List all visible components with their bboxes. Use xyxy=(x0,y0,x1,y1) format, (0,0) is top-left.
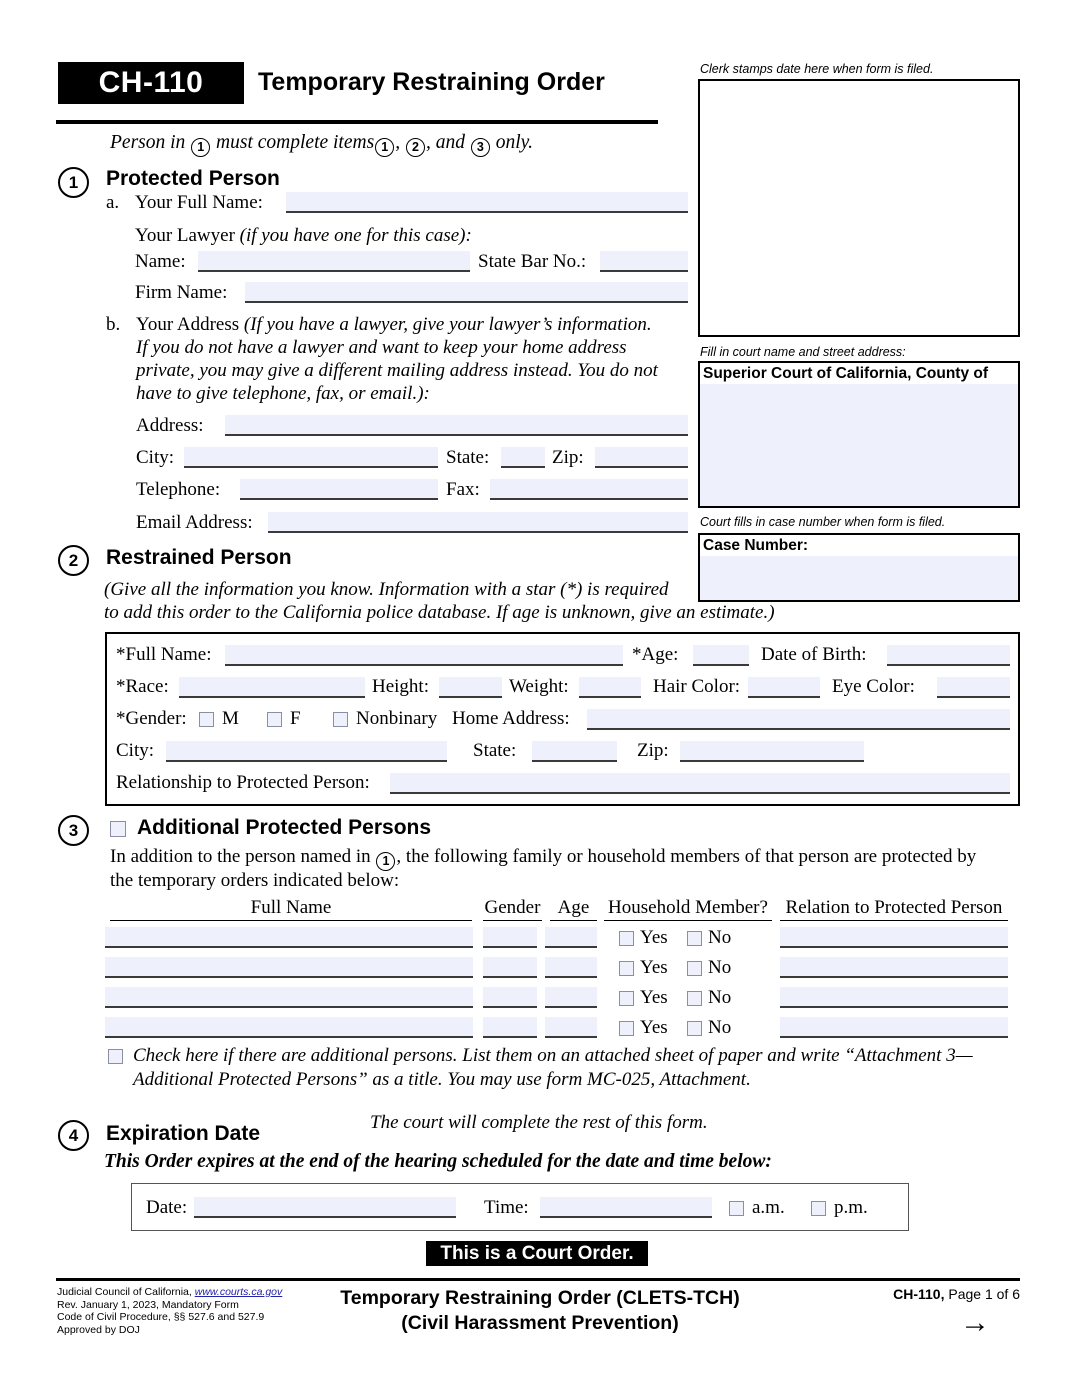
row1-gender-input[interactable] xyxy=(483,927,537,948)
row2-yes-label: Yes xyxy=(640,957,668,978)
intro-circle-1: 1 xyxy=(191,138,210,157)
telephone-label: Telephone: xyxy=(136,479,221,500)
footer-form-code: CH-110, xyxy=(893,1286,945,1302)
court-completes-note: The court will complete the rest of this form. xyxy=(370,1112,708,1133)
state-label: State: xyxy=(446,447,490,468)
gender-nonbinary-checkbox[interactable] xyxy=(333,712,348,727)
row2-gender-input[interactable] xyxy=(483,957,537,978)
intro-after: only. xyxy=(495,132,534,153)
restrained-relationship-input[interactable] xyxy=(390,773,1010,794)
section-3-intro-b: , the following family or household members of that person are protected by xyxy=(396,846,977,867)
city-label: City: xyxy=(136,447,175,468)
state-bar-input[interactable] xyxy=(600,251,688,272)
restrained-full-name-input[interactable] xyxy=(225,645,623,666)
row4-household-no-checkbox[interactable] xyxy=(687,1021,702,1036)
column-header-relation: Relation to Protected Person xyxy=(780,897,1008,921)
restrained-eye-input[interactable] xyxy=(937,677,1010,698)
address-label: Address: xyxy=(136,415,204,436)
row3-age-input[interactable] xyxy=(545,987,597,1008)
row1-relation-input[interactable] xyxy=(780,927,1008,948)
footer-page-info xyxy=(820,1286,1020,1302)
section-1-heading: Protected Person xyxy=(106,167,280,190)
footer-council-text: Judicial Council of California, xyxy=(57,1286,195,1298)
additional-persons-attachment-checkbox[interactable] xyxy=(108,1049,123,1064)
your-address-heading: Your Address xyxy=(136,314,240,335)
footer-line-3: Code of Civil Procedure, §§ 527.6 and 527.9 xyxy=(57,1311,265,1324)
state-input[interactable] xyxy=(501,447,545,468)
row4-full-name-input[interactable] xyxy=(105,1017,473,1038)
section-3-intro-line1 xyxy=(110,845,976,871)
email-label: Email Address: xyxy=(136,512,253,533)
gender-male-label: M xyxy=(222,708,239,729)
footer-title-line1: Temporary Restraining Order (CLETS-TCH) xyxy=(340,1287,740,1309)
row1-yes-label: Yes xyxy=(640,927,668,948)
section-3-intro-a: In addition to the person named in xyxy=(110,846,371,867)
row1-age-input[interactable] xyxy=(545,927,597,948)
gender-nonbinary-label: Nonbinary xyxy=(356,708,438,729)
row1-household-no-checkbox[interactable] xyxy=(687,931,702,946)
row2-relation-input[interactable] xyxy=(780,957,1008,978)
restrained-state-label: State: xyxy=(473,740,517,761)
intro-instruction: Person in 1 must complete items 1 , 2 , and 3 only. xyxy=(110,131,533,157)
intro-before: Person in xyxy=(110,132,186,153)
court-name-caption: Fill in court name and street address: xyxy=(700,345,906,359)
restrained-city-label: City: xyxy=(116,740,155,761)
pm-label: p.m. xyxy=(834,1197,868,1218)
expiration-statement: This Order expires at the end of the hearing scheduled for the date and time below: xyxy=(104,1151,772,1172)
row3-gender-input[interactable] xyxy=(483,987,537,1008)
row2-full-name-input[interactable] xyxy=(105,957,473,978)
expiration-date-label: Date: xyxy=(146,1197,188,1218)
restrained-zip-input[interactable] xyxy=(680,741,864,762)
form-code-badge: CH-110 xyxy=(58,62,244,104)
column-header-gender: Gender xyxy=(483,897,542,921)
address-note-line3: private, you may give a different mailing address instead. You do not xyxy=(136,360,658,381)
section-4-marker: 4 xyxy=(58,1120,89,1151)
restrained-race-input[interactable] xyxy=(179,677,365,698)
next-page-arrow-icon: → xyxy=(960,1306,990,1339)
section-2-heading: Restrained Person xyxy=(106,546,292,569)
section-2-note-line1: (Give all the information you know. Information with a star (*) is required xyxy=(104,579,669,600)
section-2-marker: 2 xyxy=(58,545,89,576)
lawyer-heading xyxy=(135,224,472,247)
case-number-caption: Court fills in case number when form is filed. xyxy=(700,515,946,529)
row4-age-input[interactable] xyxy=(545,1017,597,1038)
case-number-label: Case Number: xyxy=(700,535,1018,556)
intro-circle-1b: 1 xyxy=(375,138,394,157)
restrained-relationship-label: Relationship to Protected Person: xyxy=(116,772,370,793)
row3-household-no-checkbox[interactable] xyxy=(687,991,702,1006)
column-header-household-member: Household Member? xyxy=(604,897,772,921)
gender-male-checkbox[interactable] xyxy=(199,712,214,727)
clerk-stamp-box[interactable] xyxy=(698,79,1020,337)
expiration-time-label: Time: xyxy=(484,1197,529,1218)
intro-circle-3: 3 xyxy=(471,138,490,157)
gender-female-checkbox[interactable] xyxy=(267,712,282,727)
case-number-box[interactable] xyxy=(698,533,1020,602)
restrained-home-address-label: Home Address: xyxy=(452,708,570,729)
courts-website-link[interactable]: www.courts.ca.gov xyxy=(194,1286,283,1298)
restrained-city-input[interactable] xyxy=(166,741,447,762)
restrained-gender-label: *Gender: xyxy=(116,708,187,729)
footer-line-4: Approved by DOJ xyxy=(57,1323,140,1336)
intro-mid: must complete items xyxy=(216,132,375,153)
restrained-person-box xyxy=(105,632,1020,806)
footer-line-1 xyxy=(57,1286,282,1299)
row4-relation-input[interactable] xyxy=(780,1017,1008,1038)
address-input[interactable] xyxy=(225,415,688,436)
fax-input[interactable] xyxy=(490,479,688,500)
row1-full-name-input[interactable] xyxy=(105,927,473,948)
row3-relation-input[interactable] xyxy=(780,987,1008,1008)
restrained-height-label: Height: xyxy=(372,676,429,697)
footer-title-line2: (Civil Harassment Prevention) xyxy=(401,1312,679,1334)
restrained-race-label: *Race: xyxy=(116,676,169,697)
header-rule xyxy=(56,120,658,124)
attachment-note-line2: Additional Protected Persons” as a title. You may use form MC-025, Attachment. xyxy=(133,1069,751,1090)
fax-label: Fax: xyxy=(446,479,480,500)
restrained-dob-input[interactable] xyxy=(887,645,1010,666)
section-1-marker: 1 xyxy=(58,167,89,198)
footer-rule xyxy=(56,1278,1020,1281)
your-address-note xyxy=(136,313,696,336)
restrained-eye-label: Eye Color: xyxy=(832,676,915,697)
court-name-label: Superior Court of California, County of xyxy=(700,363,1018,384)
page-title: Temporary Restraining Order xyxy=(258,68,605,96)
lawyer-name-label: Name: xyxy=(135,251,186,272)
restrained-zip-label: Zip: xyxy=(637,740,669,761)
row2-household-no-checkbox[interactable] xyxy=(687,961,702,976)
restrained-state-input[interactable] xyxy=(532,741,617,762)
telephone-input[interactable] xyxy=(240,479,438,500)
row3-yes-label: Yes xyxy=(640,987,668,1008)
am-label: a.m. xyxy=(752,1197,785,1218)
lawyer-name-input[interactable] xyxy=(198,251,470,272)
section-2-note-line2: to add this order to the California police database. If age is unknown, give an estimate.) xyxy=(104,602,775,623)
section-3-intro-line2: the temporary orders indicated below: xyxy=(110,870,400,891)
row4-no-label: No xyxy=(708,1017,732,1038)
row2-no-label: No xyxy=(708,957,732,978)
gender-female-label: F xyxy=(290,708,301,729)
footer-legal-block xyxy=(57,1286,282,1336)
pm-checkbox[interactable] xyxy=(811,1201,826,1216)
lawyer-label: Your Lawyer xyxy=(135,225,235,246)
restrained-height-input[interactable] xyxy=(439,677,502,698)
row3-no-label: No xyxy=(708,987,732,1008)
footer-form-title xyxy=(310,1286,770,1336)
restrained-full-name-label: *Full Name: xyxy=(116,644,212,665)
email-input[interactable] xyxy=(268,512,688,533)
intro-and: , and xyxy=(425,132,465,153)
clerk-stamp-caption: Clerk stamps date here when form is filed. xyxy=(700,62,934,76)
column-header-full-name: Full Name xyxy=(110,897,472,921)
row2-household-yes-checkbox[interactable] xyxy=(619,961,634,976)
firm-name-input[interactable] xyxy=(245,282,688,303)
footer-page-number: Page 1 of 6 xyxy=(944,1286,1020,1302)
expiration-date-input[interactable] xyxy=(194,1197,456,1218)
am-checkbox[interactable] xyxy=(729,1201,744,1216)
additional-protected-persons-checkbox[interactable] xyxy=(110,821,126,837)
restrained-weight-input[interactable] xyxy=(579,677,641,698)
firm-name-label: Firm Name: xyxy=(135,282,228,303)
court-name-box[interactable] xyxy=(698,361,1020,508)
city-input[interactable] xyxy=(184,447,438,468)
restrained-age-input[interactable] xyxy=(693,645,749,666)
zip-input[interactable] xyxy=(595,447,688,468)
row4-household-yes-checkbox[interactable] xyxy=(619,1021,634,1036)
restrained-age-label: *Age: xyxy=(632,644,679,665)
court-order-banner: This is a Court Order. xyxy=(426,1241,648,1266)
expiration-fields-box xyxy=(131,1183,909,1231)
protected-full-name-input[interactable] xyxy=(286,192,688,213)
row2-age-input[interactable] xyxy=(545,957,597,978)
row4-gender-input[interactable] xyxy=(483,1017,537,1038)
row1-no-label: No xyxy=(708,927,732,948)
restrained-hair-label: Hair Color: xyxy=(653,676,741,697)
row4-yes-label: Yes xyxy=(640,1017,668,1038)
item-b-marker: b. xyxy=(106,314,121,335)
address-note-line4: have to give telephone, fax, or email.): xyxy=(136,383,430,404)
zip-label: Zip: xyxy=(552,447,584,468)
section-3-marker: 3 xyxy=(58,815,89,846)
row1-household-yes-checkbox[interactable] xyxy=(619,931,634,946)
section-3-heading: Additional Protected Persons xyxy=(137,816,432,839)
footer-line-2: Rev. January 1, 2023, Mandatory Form xyxy=(57,1298,239,1311)
address-note-line2: If you do not have a lawyer and want to keep your home address xyxy=(136,337,627,358)
section-4-heading: Expiration Date xyxy=(106,1122,261,1145)
attachment-note-line1: Check here if there are additional persons. List them on an attached sheet of paper and write “Attachment 3— xyxy=(133,1045,973,1066)
row3-full-name-input[interactable] xyxy=(105,987,473,1008)
restrained-home-address-input[interactable] xyxy=(587,709,1010,730)
row3-household-yes-checkbox[interactable] xyxy=(619,991,634,1006)
lawyer-note: (if you have one for this case): xyxy=(239,225,472,246)
intro-circle-2: 2 xyxy=(406,138,425,157)
restrained-hair-input[interactable] xyxy=(748,677,820,698)
column-header-age: Age xyxy=(550,897,597,921)
section-3-intro-circle: 1 xyxy=(376,852,395,871)
restrained-weight-label: Weight: xyxy=(509,676,569,697)
expiration-time-input[interactable] xyxy=(540,1197,712,1218)
state-bar-label: State Bar No.: xyxy=(478,251,587,272)
restrained-dob-label: Date of Birth: xyxy=(761,644,867,665)
full-name-label: Your Full Name: xyxy=(135,192,263,213)
item-a-marker: a. xyxy=(106,192,120,213)
address-note-line1: (If you have a lawyer, give your lawyer’s information. xyxy=(243,314,652,335)
